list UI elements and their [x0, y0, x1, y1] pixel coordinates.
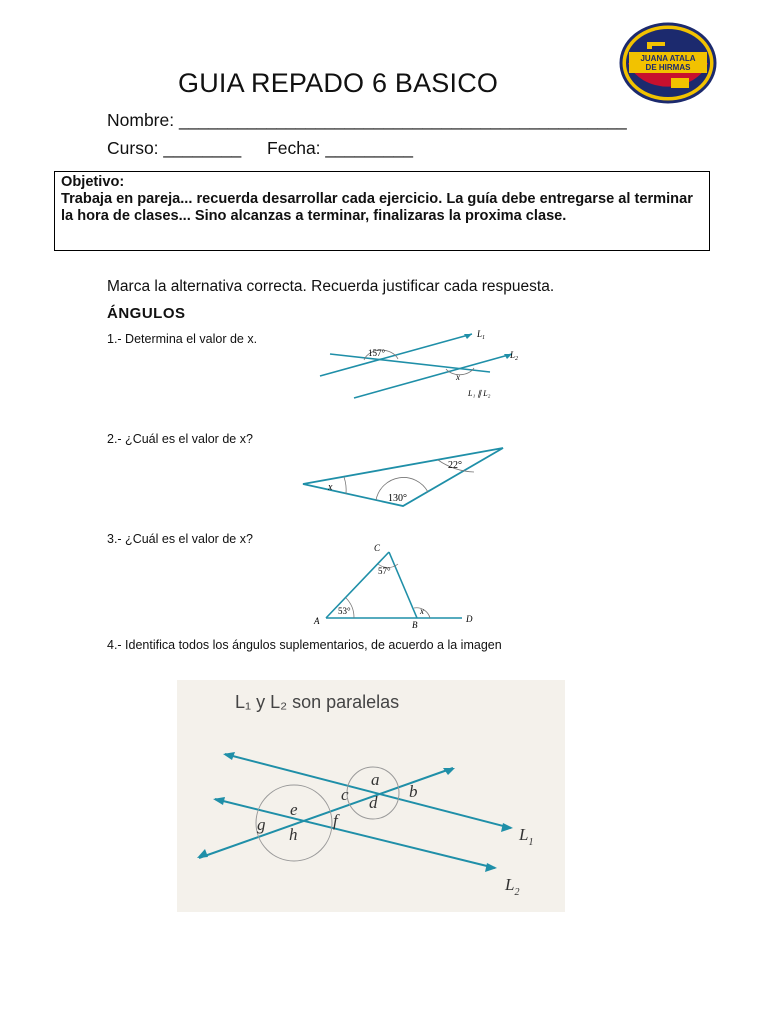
q4-caption: L₁ y L₂ son paralelas: [235, 692, 400, 712]
q3-unknown: x: [420, 606, 424, 616]
q4-label-c: c: [341, 785, 349, 804]
q3-vertex-b: B: [412, 620, 418, 628]
logo-text-line2: DE HIRMAS: [645, 63, 691, 72]
q4-label-d: d: [369, 793, 378, 812]
objective-heading: Objetivo:: [61, 174, 125, 190]
q4-label-f: f: [333, 811, 338, 830]
school-logo: [619, 22, 717, 104]
fecha-field[interactable]: _________: [325, 138, 414, 158]
question-3: 3.- ¿Cuál es el valor de x?: [107, 532, 253, 546]
q3-vertex-c: C: [374, 543, 381, 553]
question-1: 1.- Determina el valor de x.: [107, 332, 258, 346]
nombre-label: Nombre:: [107, 110, 175, 130]
nombre-field[interactable]: ______________________________________________: [178, 110, 627, 130]
page-title: GUIA REPADO 6 BASICO: [178, 68, 499, 98]
q4-line2-label: $L_2$: [505, 875, 520, 898]
q2-angle-b: 130°: [388, 493, 407, 504]
q4-label-a: a: [371, 770, 380, 789]
q4-label-e: e: [290, 800, 298, 819]
question-4: 4.- Identifica todos los ángulos suplementarios, de acuerdo a la imagen: [107, 638, 502, 652]
q1-relation: L₁ ∥ L₂: [468, 389, 491, 398]
objective-box: [54, 171, 710, 251]
section-title: ÁNGULOS: [107, 305, 186, 322]
fecha-label: Fecha:: [267, 138, 321, 158]
figure-q2: [298, 440, 508, 512]
curso-field[interactable]: ________: [163, 138, 242, 158]
q3-angle-a: 53°: [338, 606, 351, 616]
q1-line1-label: $L_1$: [477, 329, 486, 341]
q1-line2-label: $L_2$: [510, 350, 519, 362]
q4-label-g: g: [257, 815, 266, 834]
q2-angle-a: 22°: [448, 460, 462, 471]
objective-text: Trabaja en pareja... recuerda desarrollar cada ejercicio. La guía debe entregarse al terminar la hora de clases... Sino alcanzas a terminar, finalizaras la proxima clase.: [61, 191, 693, 224]
q1-angle-label: 157°: [368, 348, 386, 358]
q1-unknown: x: [456, 372, 460, 382]
q4-line1-label: $L_1$: [519, 825, 534, 848]
q4-label-b: b: [409, 782, 418, 801]
logo-text-line1: JUANA ATALA: [640, 54, 696, 63]
nombre-row: [107, 110, 627, 131]
instructions: Marca la alternativa correcta. Recuerda justificar cada respuesta.: [107, 278, 555, 295]
figure-q3: [310, 540, 510, 628]
q2-unknown: x: [328, 482, 333, 493]
q3-vertex-a: A: [314, 616, 320, 626]
curso-label: Curso:: [107, 138, 159, 158]
question-2: 2.- ¿Cuál es el valor de x?: [107, 432, 253, 446]
curso-row: [107, 138, 413, 159]
q3-angle-c: 57°: [378, 566, 391, 576]
q4-label-h: h: [289, 825, 298, 844]
figure-q4: [177, 680, 565, 912]
figure-q1: [312, 324, 532, 406]
q3-point-d: D: [466, 614, 473, 624]
